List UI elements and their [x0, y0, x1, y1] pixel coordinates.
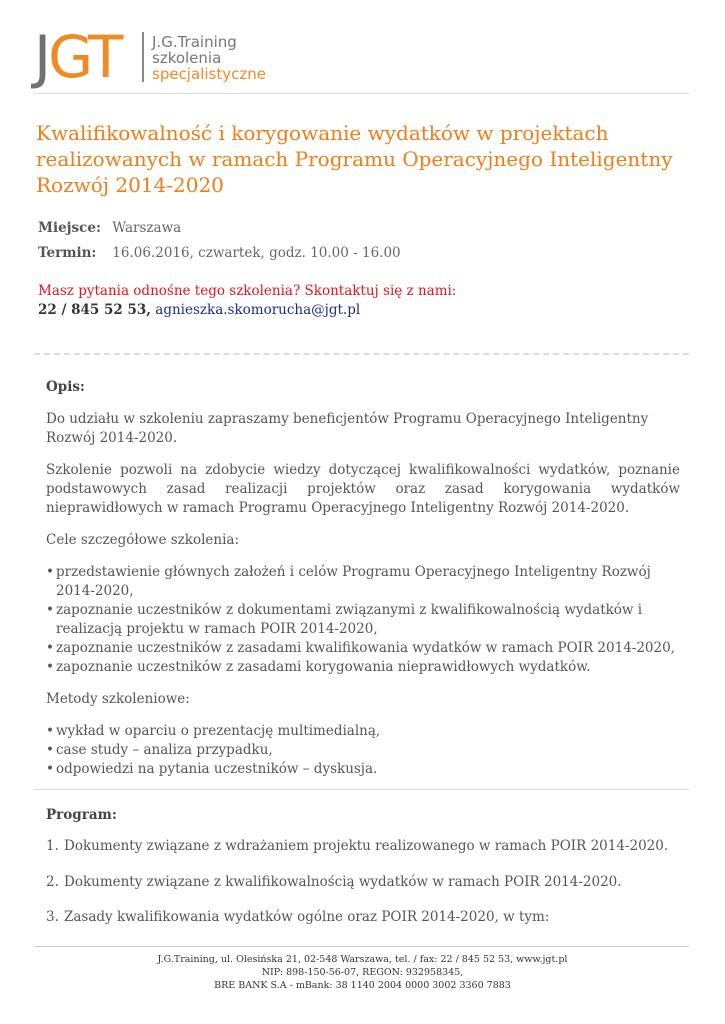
company-logo	[34, 23, 274, 91]
program-item	[46, 838, 668, 854]
date-value: 16.06.2016, czwartek, godz. 10.00 - 16.00	[112, 245, 401, 261]
footer-bank: BRE BANK S.A - mBank: 38 1140 2004 0000 3002 3360 7883	[214, 980, 511, 991]
description-paragraph-2: Szkolenie pozwoli na zdobycie wiedzy dotyczącej kwalifikowalności wydatków, poznanie podstawowych zasad realizacji projektów oraz zasad korygowania wydatków nieprawidłowych w ramach Programu Operacyjnego Inteligentny Rozwój 2014-2020.	[46, 462, 680, 516]
contact-box	[38, 282, 456, 320]
program-item	[46, 909, 549, 925]
contact-email-link[interactable]: agnieszka.skomorucha@jgt.pl	[155, 302, 361, 318]
contact-question: Masz pytania odnośne tego szkolenia? Skontaktuj się z nami:	[38, 283, 457, 299]
program-label: Program:	[46, 807, 117, 823]
program-item-text: Zasady kwalifikowania wydatków ogólne oraz POIR 2014-2020, w tym:	[64, 909, 550, 925]
program-item-number: 3.	[46, 909, 59, 925]
logo-tagline-1: szkolenia	[152, 49, 222, 67]
list-item: • case study – analiza przypadku,	[46, 741, 680, 760]
page-title: Kwalifikowalność i korygowanie wydatków w projektach realizowanych w ramach Programu Operacyjnego Inteligentny Rozwój 2014-2020	[36, 121, 673, 197]
program-item	[46, 874, 622, 890]
list-item: • zapoznanie uczestników z zasadami kwalifikowania wydatków w ramach POIR 2014-2020,	[46, 639, 680, 658]
footer-registration: NIP: 898-150-56-07, REGON: 932958345,	[261, 967, 464, 978]
logo-text	[152, 34, 266, 82]
program-item-text: Dokumenty związane z wdrażaniem projektu realizowanego w ramach POIR 2014-2020.	[64, 838, 669, 854]
date-label: Termin:	[38, 245, 97, 261]
logo-mark-gt: GT	[48, 23, 121, 91]
program-item-number: 1.	[46, 838, 59, 854]
logo-company-name: J.G.Training	[152, 33, 237, 51]
section-divider	[34, 789, 689, 790]
logo-mark-j: J	[34, 23, 49, 91]
goals-list	[46, 563, 680, 677]
goals-label: Cele szczegółowe szkolenia:	[46, 532, 239, 548]
place-label: Miejsce:	[38, 220, 101, 236]
section-divider-dashed	[34, 353, 689, 355]
logo-separator	[142, 32, 144, 82]
header-divider	[34, 93, 689, 94]
description-label: Opis:	[46, 379, 85, 395]
logo-tagline-2: specjalistyczne	[152, 65, 266, 83]
meta-place	[38, 220, 181, 236]
description-section	[46, 378, 680, 779]
methods-list	[46, 722, 680, 779]
list-item: • odpowiedzi na pytania uczestników – dyskusja.	[46, 760, 680, 779]
contact-phone[interactable]: 22 / 845 52 53,	[38, 302, 151, 318]
list-item: • zapoznanie uczestników z dokumentami związanymi z kwalifikowalnością wydatków i realizacją projektu w ramach POIR 2014-2020,	[46, 601, 680, 639]
meta-date	[38, 245, 401, 261]
page-footer	[0, 953, 725, 992]
place-value: Warszawa	[112, 220, 182, 236]
methods-label: Metody szkoleniowe:	[46, 691, 190, 707]
program-item-text: Dokumenty związane z kwalifikowalnością wydatków w ramach POIR 2014-2020.	[64, 874, 622, 890]
logo-mark	[34, 23, 121, 91]
program-item-number: 2.	[46, 874, 59, 890]
description-paragraph-1: Do udziału w szkoleniu zapraszamy beneficjentów Programu Operacyjnego Inteligentny Rozwój 2014-2020.	[46, 411, 649, 446]
list-item: • przedstawienie głównych założeń i celów Programu Operacyjnego Inteligentny Rozwój 2014-2020,	[46, 563, 680, 601]
list-item: • wykład w oparciu o prezentację multimedialną,	[46, 722, 680, 741]
list-item: • zapoznanie uczestników z zasadami korygowania nieprawidłowych wydatków.	[46, 658, 680, 677]
footer-address: J.G.Training, ul. Olesińska 21, 02-548 Warszawa, tel. / fax: 22 / 845 52 53, www.jgt.pl	[157, 954, 568, 965]
footer-divider	[34, 946, 689, 947]
